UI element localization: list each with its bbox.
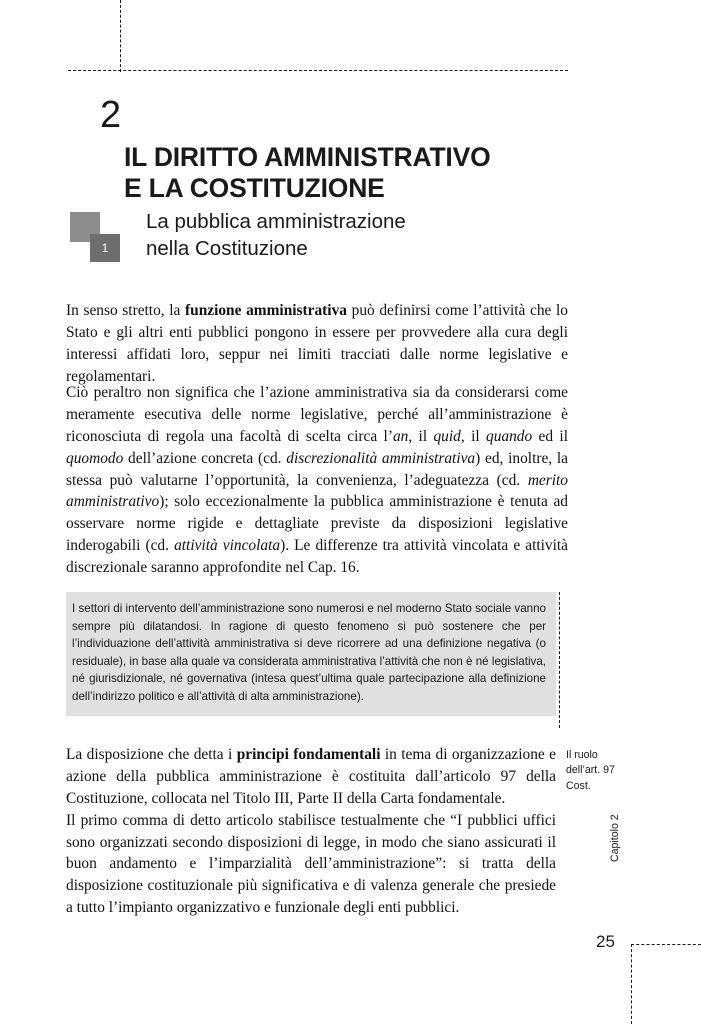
body-paragraph-2: Ciò peraltro non significa che l’azione amministrativa sia da considerarsi come meramente esecutiva delle norme legislative, perché all’amministrazione è riconosciuta di regola una facoltà di scelta circa l’an, il quid, il quando ed il quomodo dell’azione concreta (cd. discrezionalità amministrativa) ed, inoltre, la stessa può valutarne l’opportunità, la convenienza, l’adeguatezza (cd. merito amministrativo); solo eccezionalmente la pubblica amministrazione è tenuta ad osservare norme rigide e dettagliate previste da disposizioni legislative inderogabili (cd. attività vincolata). Le differenze tra attività vincolata e attività discrezionale saranno approfondite nel Cap. 16. — [66, 384, 569, 576]
crop-mark-top-horizontal — [68, 70, 568, 71]
section-title-line-1: La pubblica amministrazione — [146, 210, 406, 233]
body-paragraph-1: In senso stretto, la funzione amministrativa può definirsi come l’attività che lo Stato e gli altri enti pubblici pongono in essere per provvedere alla cura degli interessi affidati loro, seppur nei limiti tracciati dalle norme legislative e regolamentari. — [66, 302, 568, 385]
section-title — [146, 208, 546, 262]
crop-mark-bottom-vertical — [631, 944, 632, 1024]
chapter-number: 2 — [100, 94, 122, 136]
chapter-title-line-1: IL DIRITTO AMMINISTRATIVO — [124, 142, 491, 172]
crop-mark-top-vertical — [120, 0, 121, 72]
section-title-line-2: nella Costituzione — [146, 237, 308, 261]
margin-note: Il ruolo dell’art. 97 Cost. — [566, 749, 615, 792]
running-head: Capitolo 2 — [609, 814, 621, 862]
page-number: 25 — [596, 932, 615, 951]
section-marker-front-square — [90, 234, 120, 262]
callout-box: I settori di intervento dell’amministrazione sono numerosi e nel moderno Stato sociale vanno sempre più dilatandosi. In ragione di questo fenomeno si può sostenere che per l’individuazione dell’attività amministrativa si deve ricorrere ad una definizione negativa (o residuale), in base alla quale va considerata amministrativa l’attività che non è né legislativa, né giurisdizionale, né governativa (intesa quest’ultima quale partecipazione alla definizione dell’indirizzo politico e all’attività di alta amministrazione). — [66, 592, 556, 716]
section-number: 1 — [101, 241, 109, 255]
body-paragraph-3: La disposizione che detta i principi fondamentali in tema di organizzazione e azione della pubblica amministrazione è costituita dall’articolo 97 della Costituzione, collocata nel Titolo III, Parte II della Carta fondamentale. Il primo comma di detto articolo stabilisce testualmente che “I pubblici uffici sono organizzati secondo disposizioni di legge, in modo che siano assicurati il buon andamento e l’imparzialità dell’amministrazione”: si tratta della disposizione costituzionale più significativa e di valenza generale che presiede a tutto l’impianto organizzativo e funzionale degli enti pubblici. — [66, 746, 556, 917]
chapter-title-line-2: E LA COSTITUZIONE — [124, 172, 385, 203]
crop-mark-bottom-horizontal — [631, 944, 701, 945]
chapter-title — [124, 142, 554, 203]
crop-mark-margin-vertical — [559, 592, 560, 728]
section-heading — [70, 212, 550, 288]
